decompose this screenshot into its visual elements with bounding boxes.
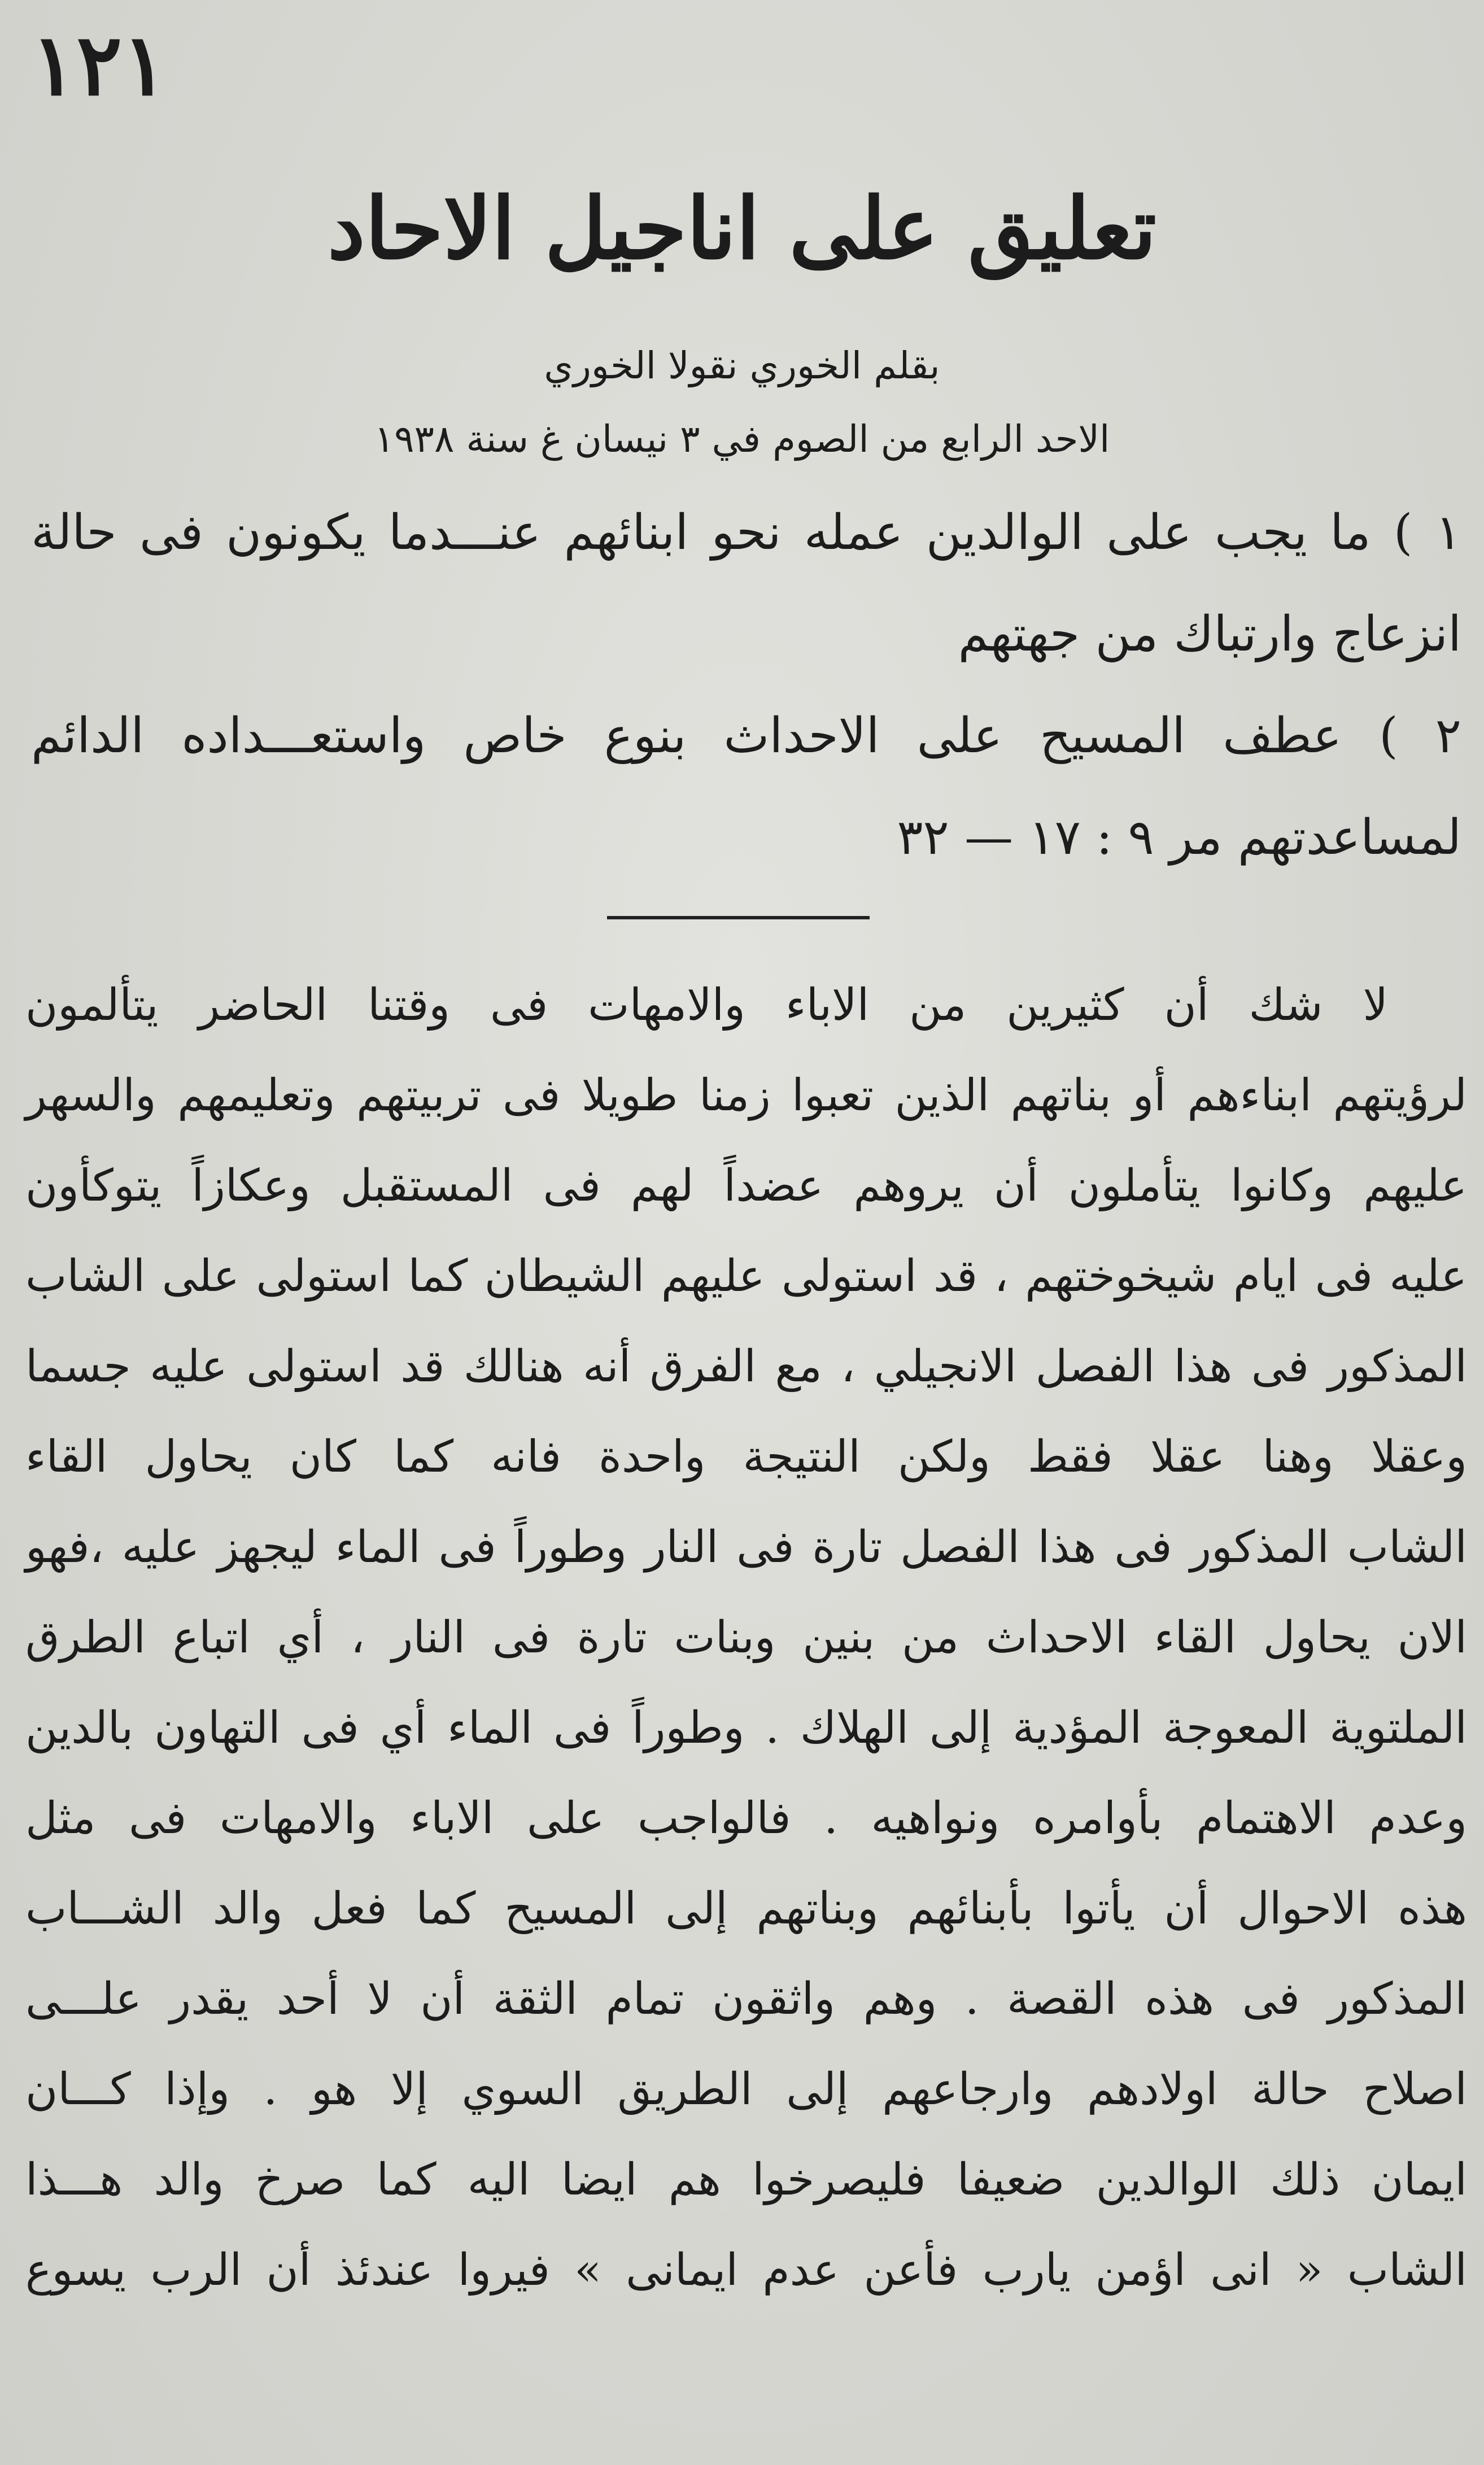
body-line-text: الشاب « انى اؤمن يارب فأعن عدم ايمانى » فيروا عندئذ أن الرب يسوع <box>25 2245 1467 2296</box>
topic-line: انزعاج وارتباك من جهتهم <box>958 606 1461 662</box>
page-number: ١٢١ <box>31 15 168 115</box>
body-line <box>25 2044 1467 2135</box>
topics-list <box>31 504 1461 915</box>
topic-line: لمساعدتهم مر ٩ : ١٧ — ٣٢ <box>897 809 1461 866</box>
body-line-text: الان يحاول القاء الاحداث من بنين وبنات تارة فى النار ، أي اتباع الطرق <box>25 1612 1467 1663</box>
body-line <box>25 2135 1467 2225</box>
section-divider <box>607 916 870 919</box>
body-line-text: المذكور فى هذه القصة . وهم واثقون تمام الثقة أن لا أحد يقدر علـــى <box>25 1974 1467 2025</box>
body-line <box>25 1231 1467 1321</box>
body-line <box>25 960 1467 1050</box>
date-subtitle: الاحد الرابع من الصوم في ٣ نيسان غ سنة ١٩٣٨ <box>374 417 1110 461</box>
body-line-text: المذكور فى هذا الفصل الانجيلي ، مع الفرق أنه هنالك قد استولى عليه جسما <box>25 1341 1467 1392</box>
body-line-text: وعدم الاهتمام بأوامره ونواهيه . فالواجب على الاباء والامهات فى مثل <box>25 1793 1467 1844</box>
body-line-text: عليهم وكانوا يتأملون أن يروهم عضداً لهم فى المستقبل وعكازاً يتوكأون <box>25 1160 1467 1211</box>
body-line <box>25 1412 1467 1502</box>
topic-line: ٢ ) عطف المسيح على الاحداث بنوع خاص واستعـــداده الدائم <box>31 708 1461 764</box>
body-line-text: لا شك أن كثيرين من الاباء والامهات فى وقتنا الحاضر يتألمون <box>25 980 1388 1031</box>
topic-line: ١ ) ما يجب على الوالدين عمله نحو ابنائهم عنـــدما يكونون فى حالة <box>31 504 1461 561</box>
body-line-text: وعقلا وهنا عقلا فقط ولكن النتيجة واحدة فانه كما كان يحاول القاء <box>25 1432 1467 1482</box>
article-body <box>25 960 1467 2315</box>
body-line <box>25 2225 1467 2315</box>
body-line-text: لرؤيتهم ابناءهم أو بناتهم الذين تعبوا زمنا طويلا فى تربيتهم وتعليمهم والسهر <box>25 1070 1467 1121</box>
article-title: تعليق على اناجيل الاحاد <box>327 179 1157 278</box>
body-line-text: اصلاح حالة اولادهم وارجاعهم إلى الطريق السوي إلا هو . وإذا كـــان <box>25 2064 1467 2115</box>
body-line <box>25 1683 1467 1773</box>
body-line <box>25 1864 1467 1954</box>
body-line <box>25 1502 1467 1593</box>
body-line-text: ايمان ذلك الوالدين ضعيفا فليصرخوا هم ايضا اليه كما صرخ والد هـــذا <box>25 2154 1467 2205</box>
body-line <box>25 1593 1467 1683</box>
body-line <box>25 1141 1467 1231</box>
body-line-text: عليه فى ايام شيخوختهم ، قد استولى عليهم الشيطان كما استولى على الشاب <box>25 1251 1467 1302</box>
author-byline: بقلم الخوري نقولا الخوري <box>544 344 940 387</box>
body-line <box>25 1050 1467 1141</box>
body-line-text: الشاب المذكور فى هذا الفصل تارة فى النار وطوراً فى الماء ليجهز عليه ،فهو <box>25 1522 1467 1573</box>
body-line <box>25 1773 1467 1864</box>
body-line-text: الملتوية المعوجة المؤدية إلى الهلاك . وطوراً فى الماء أي فى التهاون بالدين <box>25 1703 1467 1753</box>
body-line <box>25 1321 1467 1412</box>
body-line <box>25 1954 1467 2044</box>
body-line-text: هذه الاحوال أن يأتوا بأبنائهم وبناتهم إلى المسيح كما فعل والد الشـــاب <box>25 1883 1467 1934</box>
